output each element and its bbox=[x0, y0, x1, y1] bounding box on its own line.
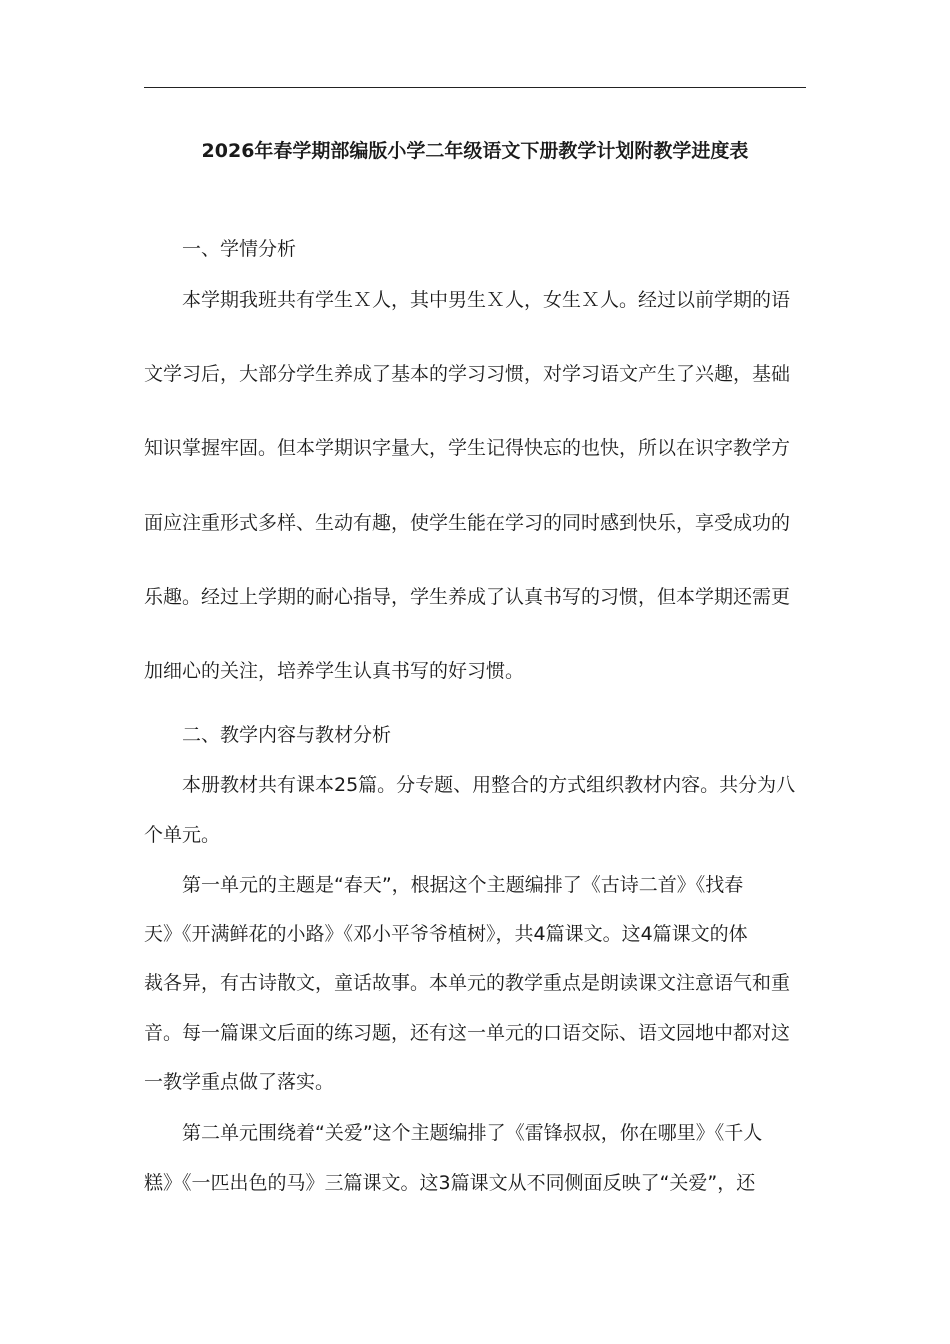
paragraph-line: 天》《开满鲜花的小路》《邓小平爷爷植树》，共4篇课文。这4篇课文的体 bbox=[144, 923, 748, 945]
header-rule bbox=[144, 87, 806, 88]
paragraph-line: 第一单元的主题是“春天”，根据这个主题编排了《古诗二首》《找春 bbox=[182, 874, 744, 896]
paragraph-line: 裁各异，有古诗散文，童话故事。本单元的教学重点是朗读课文注意语气和重 bbox=[144, 972, 791, 994]
paragraph-line: 本学期我班共有学生Ｘ人，其中男生Ｘ人，女生Ｘ人。经过以前学期的语 bbox=[182, 289, 791, 311]
paragraph-line: 糕》《一匹出色的马》三篇课文。这3篇课文从不同侧面反映了“关爱”，还 bbox=[144, 1172, 756, 1194]
section-heading-learning-analysis: 一、学情分析 bbox=[182, 238, 297, 260]
paragraph-line: 乐趣。经过上学期的耐心指导，学生养成了认真书写的习惯，但本学期还需更 bbox=[144, 586, 791, 608]
paragraph-line: 个单元。 bbox=[144, 824, 221, 846]
section-heading-content-analysis: 二、教学内容与教材分析 bbox=[182, 724, 392, 746]
paragraph-line: 文学习后，大部分学生养成了基本的学习习惯，对学习语文产生了兴趣，基础 bbox=[144, 363, 791, 385]
paragraph-line: 一教学重点做了落实。 bbox=[144, 1071, 335, 1093]
paragraph-line: 加细心的关注，培养学生认真书写的好习惯。 bbox=[144, 660, 525, 682]
paragraph-line: 知识掌握牢固。但本学期识字量大，学生记得快忘的也快，所以在识字教学方 bbox=[144, 437, 791, 459]
paragraph-line: 面应注重形式多样、生动有趣，使学生能在学习的同时感到快乐，享受成功的 bbox=[144, 512, 791, 534]
paragraph-line: 第二单元围绕着“关爱”这个主题编排了《雷锋叔叔，你在哪里》《千人 bbox=[182, 1122, 763, 1144]
document-title: 2026年春学期部编版小学二年级语文下册教学计划附教学进度表 bbox=[201, 140, 749, 162]
paragraph-line: 本册教材共有课本25篇。分专题、用整合的方式组织教材内容。共分为八 bbox=[182, 774, 796, 796]
paragraph-line: 音。每一篇课文后面的练习题，还有这一单元的口语交际、语文园地中都对这 bbox=[144, 1022, 791, 1044]
